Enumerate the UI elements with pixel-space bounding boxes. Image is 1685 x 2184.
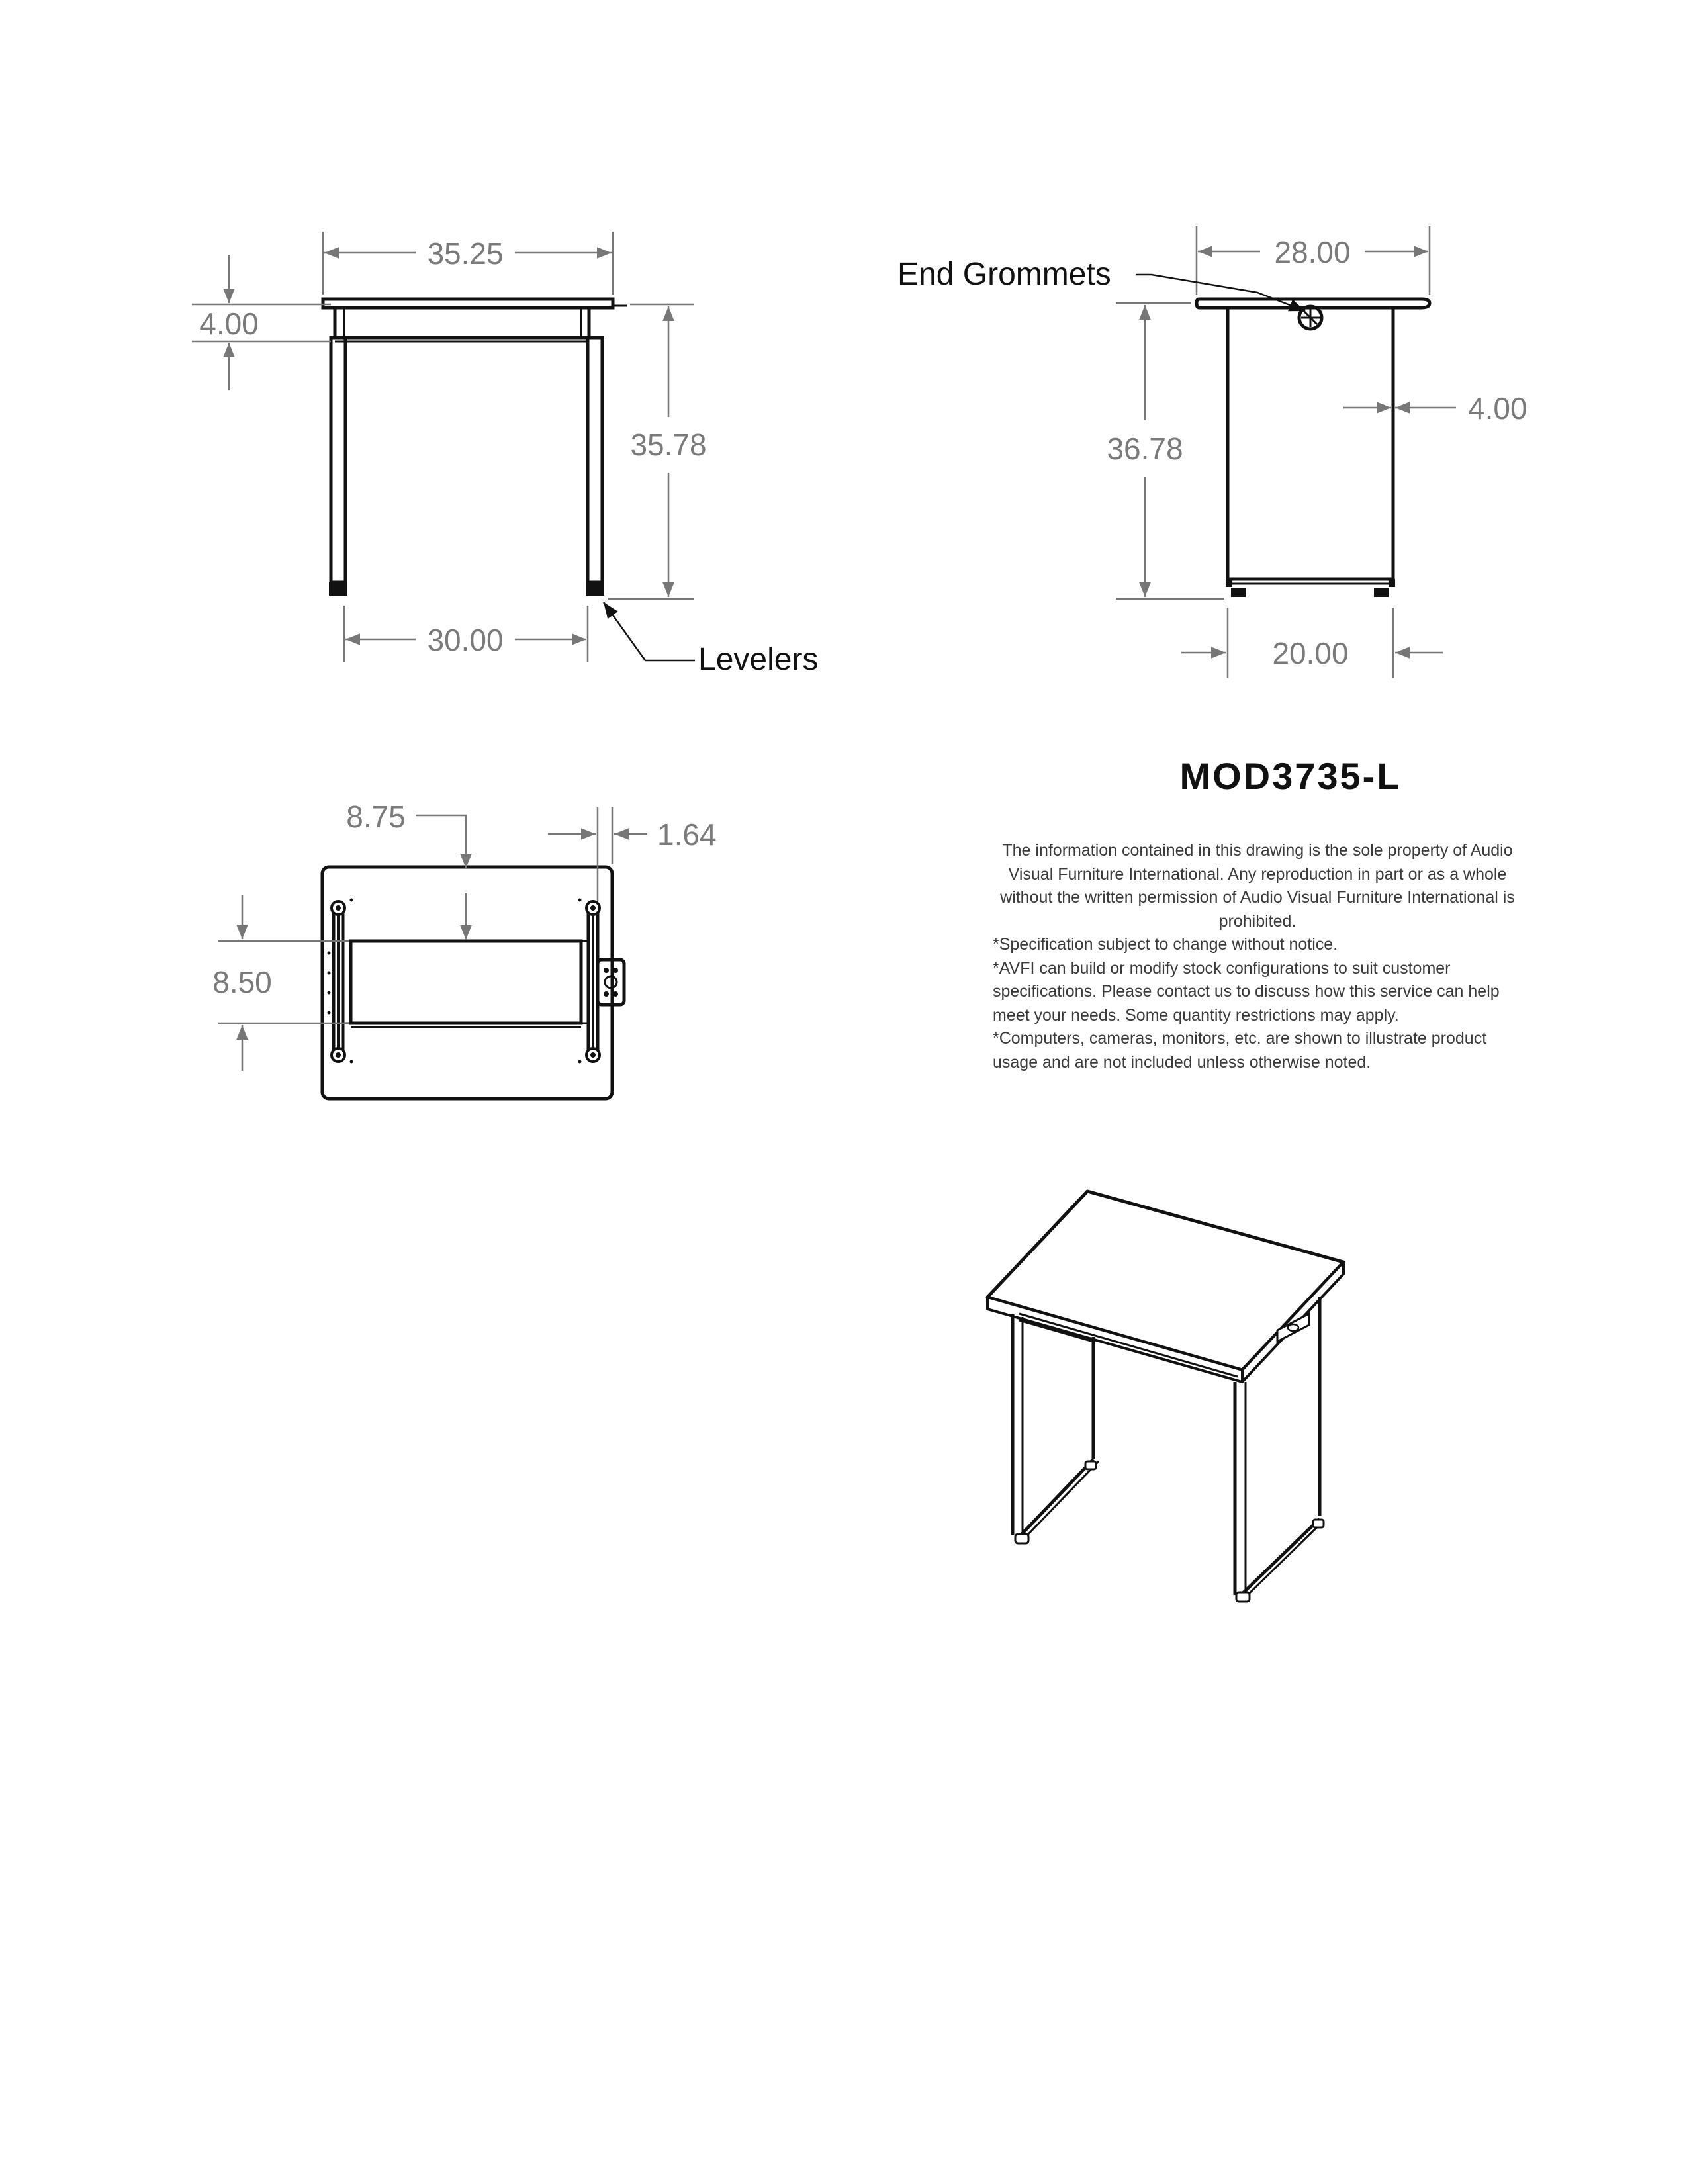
- front-apron-dimension: 4.00: [199, 306, 259, 341]
- property-notice: The information contained in this drawing is the sole property of Audio Visual Furniture International. Any reproduction in part or as a whole without the written permission of Audio Visual Furniture International is prohibited.: [1000, 841, 1515, 931]
- side-height-dimension: 36.78: [1107, 432, 1183, 466]
- end-grommets-callout: End Grommets: [897, 257, 1111, 292]
- top-rail-width-dimension: 8.50: [212, 965, 272, 999]
- disclaimer-notes: [993, 839, 1522, 1074]
- top-view: [212, 799, 716, 1099]
- front-width-dimension: 35.25: [427, 236, 504, 271]
- side-base-dimension: 20.00: [1272, 636, 1349, 670]
- side-view: [897, 226, 1527, 678]
- side-depth-dimension: 28.00: [1274, 235, 1351, 269]
- model-title: MOD3735-L: [1179, 755, 1402, 797]
- side-inset-dimension: 4.00: [1468, 391, 1527, 426]
- front-leg-span-dimension: 30.00: [427, 623, 504, 657]
- isometric-view: [987, 1191, 1343, 1602]
- levelers-callout: Levelers: [698, 642, 819, 677]
- custom-build-note: *AVFI can build or modify stock configurations to suit customer specifications. Please contact us to discuss how this service can help meet your needs. Some quantity restrictions may apply.: [993, 958, 1500, 1024]
- illustration-note: *Computers, cameras, monitors, etc. are shown to illustrate product usage and are not included unless otherwise noted.: [993, 1029, 1487, 1071]
- front-height-dimension: 35.78: [630, 428, 707, 462]
- top-side-offset-dimension: 1.64: [657, 817, 717, 852]
- front-view: [192, 232, 818, 677]
- top-offset-dimension: 8.75: [346, 799, 406, 834]
- spec-change-note: *Specification subject to change without notice.: [993, 935, 1338, 954]
